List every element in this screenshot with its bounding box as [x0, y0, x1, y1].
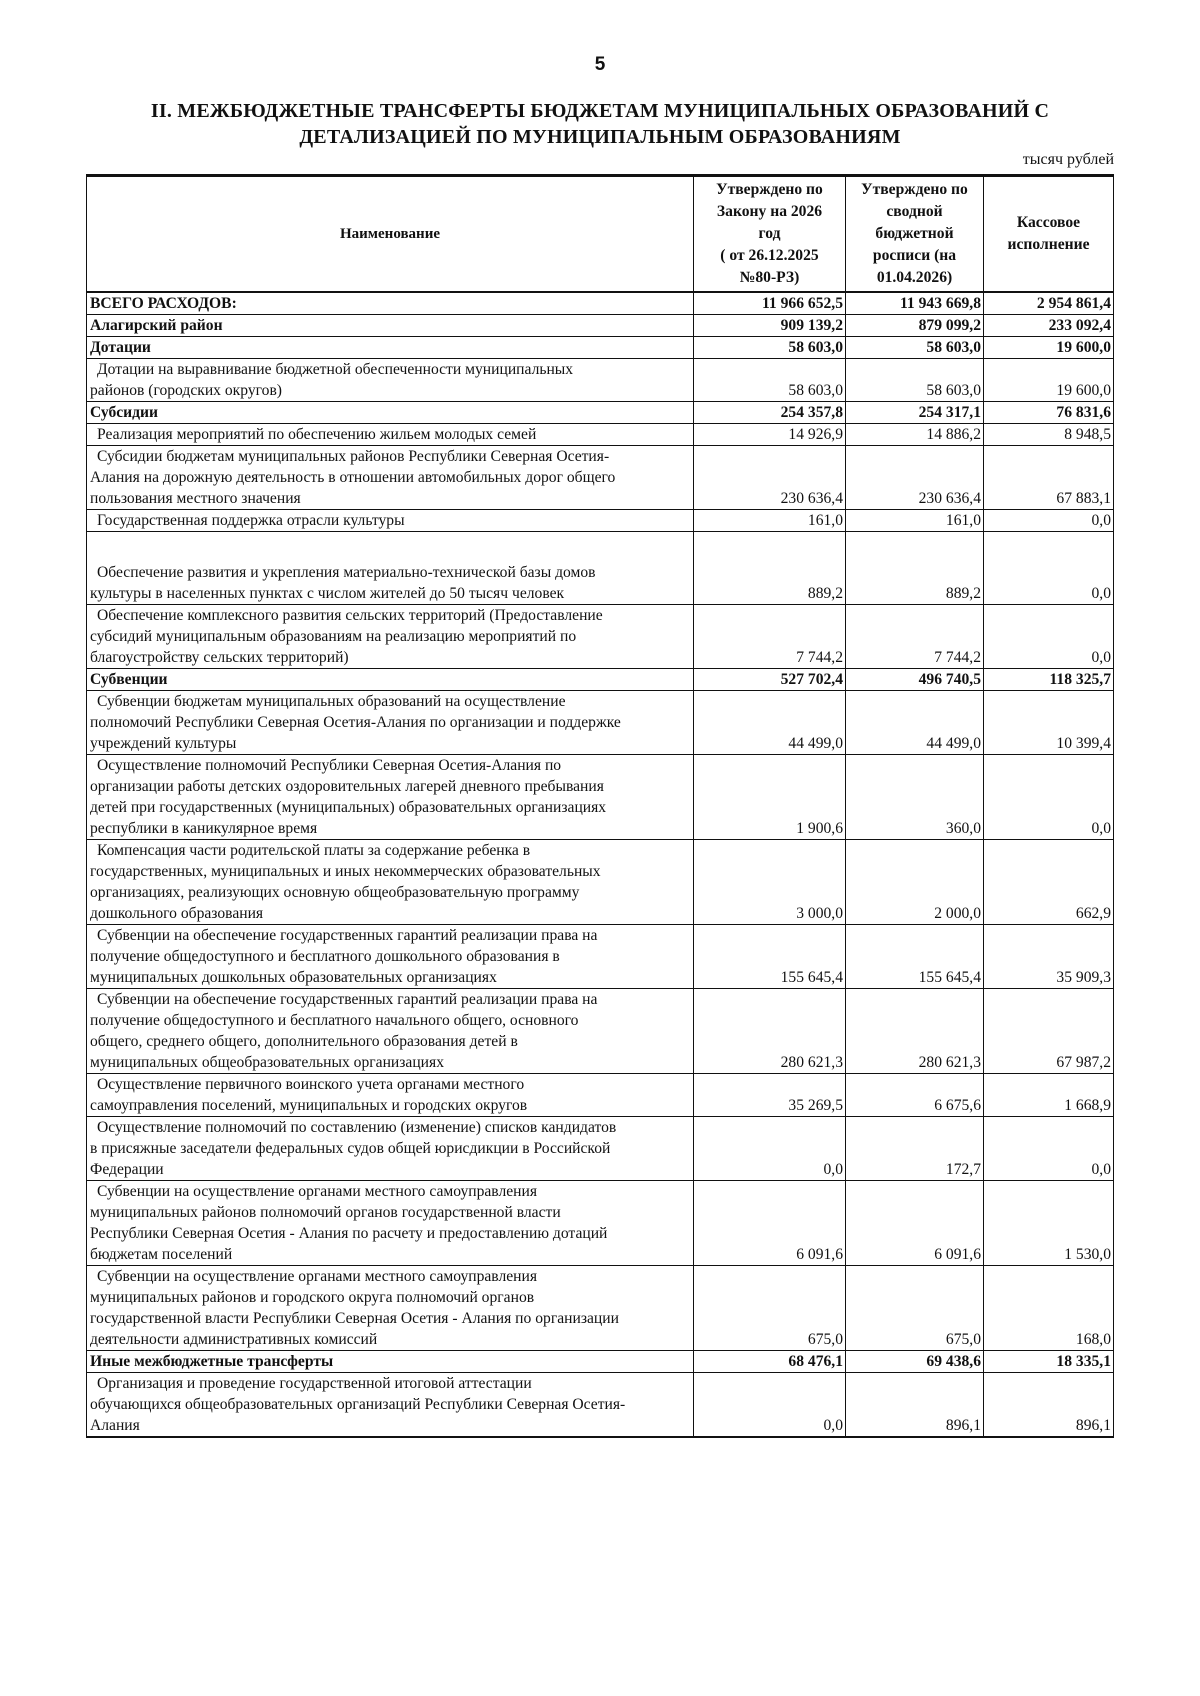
row-name	[87, 1373, 694, 1438]
row-name-line: самоуправления поселений, муниципальных и городских округов	[90, 1097, 528, 1114]
row-name	[87, 532, 694, 605]
row-name-line: Субвенции бюджетам муниципальных образований на осуществление	[97, 693, 566, 710]
row-value-cash: 896,1	[984, 1373, 1114, 1438]
row-value-law: 230 636,4	[694, 446, 846, 510]
table-row	[87, 532, 1114, 605]
row-name-line: республики в каникулярное время	[90, 820, 318, 837]
row-name	[87, 315, 694, 337]
row-value-cash: 0,0	[984, 510, 1114, 532]
row-value-cash: 35 909,3	[984, 925, 1114, 989]
row-name-line: государственной власти Республики Северная Осетия - Алания по организации	[90, 1310, 619, 1327]
row-value-consolidated: 11 943 669,8	[846, 292, 984, 315]
row-value-consolidated: 254 317,1	[846, 402, 984, 424]
row-value-consolidated: 44 499,0	[846, 691, 984, 755]
row-value-law: 68 476,1	[694, 1351, 846, 1373]
row-name-line: дошкольного образования	[90, 905, 264, 922]
row-value-cash: 2 954 861,4	[984, 292, 1114, 315]
row-value-cash: 118 325,7	[984, 669, 1114, 691]
row-value-law: 11 966 652,5	[694, 292, 846, 315]
row-name-line: Реализация мероприятий по обеспечению жильем молодых семей	[97, 426, 537, 443]
row-name-line: ВСЕГО РАСХОДОВ:	[90, 295, 237, 312]
row-value-consolidated: 58 603,0	[846, 359, 984, 402]
row-name-line: Субсидии бюджетам муниципальных районов Республики Северная Осетия-	[97, 448, 610, 465]
row-value-law: 675,0	[694, 1266, 846, 1351]
table-row	[87, 840, 1114, 925]
row-value-cash: 1 530,0	[984, 1181, 1114, 1266]
page-title	[100, 98, 1100, 150]
row-name-line: в присяжные заседатели федеральных судов общей юрисдикции в Российской	[90, 1140, 611, 1157]
row-name-line: Осуществление первичного воинского учета органами местного	[97, 1076, 525, 1093]
table-row	[87, 755, 1114, 840]
row-value-law: 58 603,0	[694, 337, 846, 359]
row-name-line: государственных, муниципальных и иных некоммерческих образовательных	[90, 863, 601, 880]
row-value-cash: 0,0	[984, 1117, 1114, 1181]
row-name-line: Алагирский район	[90, 317, 223, 334]
row-name-line: муниципальных дошкольных образовательных организациях	[90, 969, 497, 986]
row-name	[87, 1074, 694, 1117]
table-row	[87, 1074, 1114, 1117]
table-header-row	[87, 176, 1114, 293]
row-value-consolidated: 896,1	[846, 1373, 984, 1438]
row-name-line: Обеспечение развития и укрепления материально-технической базы домов	[97, 564, 596, 581]
row-name-line: полномочий Республики Северная Осетия-Алания по организации и поддержке	[90, 714, 621, 731]
table-row	[87, 1351, 1114, 1373]
row-value-consolidated: 14 886,2	[846, 424, 984, 446]
row-name	[87, 840, 694, 925]
row-value-law: 6 091,6	[694, 1181, 846, 1266]
row-name-line: муниципальных районов и городского округа полномочий органов	[90, 1289, 535, 1306]
row-value-consolidated: 155 645,4	[846, 925, 984, 989]
row-value-cash: 67 987,2	[984, 989, 1114, 1074]
table-row	[87, 292, 1114, 315]
row-value-cash: 8 948,5	[984, 424, 1114, 446]
row-value-law: 3 000,0	[694, 840, 846, 925]
row-name-line: Алания на дорожную деятельность в отношении автомобильных дорог общего	[90, 469, 616, 486]
row-value-consolidated: 161,0	[846, 510, 984, 532]
table-row	[87, 925, 1114, 989]
row-name-line: получение общедоступного и бесплатного начального общего, основного	[90, 1012, 579, 1029]
transfers-table	[86, 174, 1114, 1438]
table-row	[87, 337, 1114, 359]
row-name-line: получение общедоступного и бесплатного дошкольного образования в	[90, 948, 560, 965]
page-title-line-1: II. МЕЖБЮДЖЕТНЫЕ ТРАНСФЕРТЫ БЮДЖЕТАМ МУНИЦИПАЛЬНЫХ ОБРАЗОВАНИЙ С	[150, 100, 1050, 122]
row-name-line: Субвенции на осуществление органами местного самоуправления	[97, 1183, 538, 1200]
row-value-law: 909 139,2	[694, 315, 846, 337]
page-number: 5	[594, 54, 606, 75]
table-row	[87, 446, 1114, 510]
row-name-line: муниципальных районов полномочий органов государственной власти	[90, 1204, 561, 1221]
row-value-law: 0,0	[694, 1117, 846, 1181]
row-name-line: благоустройству сельских территорий)	[90, 649, 349, 666]
table-row	[87, 510, 1114, 532]
row-name-line: Субвенции на осуществление органами местного самоуправления	[97, 1268, 538, 1285]
table-row	[87, 315, 1114, 337]
row-name-line: учреждений культуры	[90, 735, 237, 752]
row-name-line: Дотации на выравнивание бюджетной обеспеченности муниципальных	[97, 361, 574, 378]
column-header-law: Утверждено по Закону на 2026 год ( от 26.12.2025 №80-РЗ)	[694, 176, 846, 293]
column-header-name: Наименование	[87, 176, 694, 293]
row-value-consolidated: 172,7	[846, 1117, 984, 1181]
row-name-line: бюджетам поселений	[90, 1246, 233, 1263]
row-value-cash: 10 399,4	[984, 691, 1114, 755]
row-name-line: культуры в населенных пунктах с числом жителей до 50 тысяч человек	[90, 585, 565, 602]
row-name-line: Федерации	[90, 1161, 164, 1178]
row-name	[87, 359, 694, 402]
row-name-line: Дотации	[90, 339, 151, 356]
row-name-line: детей при государственных (муниципальных) образовательных организациях	[90, 799, 607, 816]
row-value-cash: 0,0	[984, 605, 1114, 669]
row-value-law: 7 744,2	[694, 605, 846, 669]
row-name-line: Субвенции на обеспечение государственных гарантий реализации права на	[97, 927, 598, 944]
row-name	[87, 1266, 694, 1351]
row-name-line: Алания	[90, 1417, 140, 1434]
table-row	[87, 1373, 1114, 1438]
row-name-line: Осуществление полномочий по составлению (изменение) списков кандидатов	[97, 1119, 617, 1136]
row-value-cash: 67 883,1	[984, 446, 1114, 510]
row-name-line: Иные межбюджетные трансферты	[90, 1353, 334, 1370]
row-name-line: организации работы детских оздоровительных лагерей дневного пребывания	[90, 778, 604, 795]
row-value-law: 14 926,9	[694, 424, 846, 446]
row-value-cash: 76 831,6	[984, 402, 1114, 424]
table-row	[87, 424, 1114, 446]
row-name-line: Субвенции	[90, 671, 168, 688]
table-row	[87, 989, 1114, 1074]
row-name	[87, 446, 694, 510]
table-row	[87, 691, 1114, 755]
row-value-consolidated: 889,2	[846, 532, 984, 605]
row-value-consolidated: 496 740,5	[846, 669, 984, 691]
row-name	[87, 402, 694, 424]
row-value-consolidated: 58 603,0	[846, 337, 984, 359]
row-value-law: 889,2	[694, 532, 846, 605]
row-name	[87, 925, 694, 989]
row-value-law: 280 621,3	[694, 989, 846, 1074]
row-value-consolidated: 6 675,6	[846, 1074, 984, 1117]
row-name-line: Субсидии	[90, 404, 159, 421]
row-value-cash: 233 092,4	[984, 315, 1114, 337]
row-name-line: муниципальных общеобразовательных организациях	[90, 1054, 444, 1071]
row-value-consolidated: 879 099,2	[846, 315, 984, 337]
row-name	[87, 337, 694, 359]
table-body	[87, 292, 1114, 1437]
table-row	[87, 1117, 1114, 1181]
row-value-cash: 1 668,9	[984, 1074, 1114, 1117]
row-name-line: Государственная поддержка отрасли культуры	[97, 512, 405, 529]
row-name	[87, 424, 694, 446]
row-name-line: обучающихся общеобразовательных организаций Республики Северная Осетия-	[90, 1396, 626, 1413]
row-value-law: 35 269,5	[694, 1074, 846, 1117]
row-value-cash: 0,0	[984, 532, 1114, 605]
row-value-consolidated: 69 438,6	[846, 1351, 984, 1373]
row-name	[87, 1351, 694, 1373]
row-value-consolidated: 2 000,0	[846, 840, 984, 925]
row-value-law: 527 702,4	[694, 669, 846, 691]
row-value-law: 44 499,0	[694, 691, 846, 755]
row-name	[87, 1181, 694, 1266]
row-name-line: районов (городских округов)	[90, 382, 282, 399]
row-value-consolidated: 280 621,3	[846, 989, 984, 1074]
row-value-law: 58 603,0	[694, 359, 846, 402]
row-value-law: 161,0	[694, 510, 846, 532]
row-value-cash: 0,0	[984, 755, 1114, 840]
table-row	[87, 605, 1114, 669]
row-name-line: организациях, реализующих основную общеобразовательную программу	[90, 884, 580, 901]
row-name	[87, 691, 694, 755]
row-value-cash: 662,9	[984, 840, 1114, 925]
row-value-consolidated: 675,0	[846, 1266, 984, 1351]
table-row	[87, 1181, 1114, 1266]
row-value-cash: 19 600,0	[984, 359, 1114, 402]
table-row	[87, 359, 1114, 402]
row-name	[87, 510, 694, 532]
table-row	[87, 402, 1114, 424]
row-name-line: Обеспечение комплексного развития сельских территорий (Предоставление	[97, 607, 603, 624]
row-value-cash: 18 335,1	[984, 1351, 1114, 1373]
row-name	[87, 669, 694, 691]
row-name	[87, 989, 694, 1074]
units-label: тысяч рублей	[1022, 151, 1114, 168]
row-name-line: субсидий муниципальным образованиям на реализацию мероприятий по	[90, 628, 577, 645]
row-value-consolidated: 7 744,2	[846, 605, 984, 669]
row-name-line: пользования местного значения	[90, 490, 301, 507]
row-name-line: деятельности административных комиссий	[90, 1331, 378, 1348]
row-name-line: Осуществление полномочий Республики Северная Осетия-Алания по	[97, 757, 562, 774]
row-value-law: 155 645,4	[694, 925, 846, 989]
row-name	[87, 755, 694, 840]
row-name	[87, 1117, 694, 1181]
row-name	[87, 292, 694, 315]
table-row	[87, 669, 1114, 691]
row-name-line: Компенсация части родительской платы за содержание ребенка в	[97, 842, 531, 859]
column-header-cash: Кассовое исполнение	[984, 176, 1114, 293]
row-value-consolidated: 230 636,4	[846, 446, 984, 510]
row-value-law: 1 900,6	[694, 755, 846, 840]
table-row	[87, 1266, 1114, 1351]
row-name-line: общего, среднего общего, дополнительного образования детей в	[90, 1033, 518, 1050]
column-header-consolidated: Утверждено по сводной бюджетной росписи (на 01.04.2026)	[846, 176, 984, 293]
row-name-line: Организация и проведение государственной итоговой аттестации	[97, 1375, 532, 1392]
row-value-law: 254 357,8	[694, 402, 846, 424]
row-value-cash: 19 600,0	[984, 337, 1114, 359]
page-title-line-2: ДЕТАЛИЗАЦИЕЙ ПО МУНИЦИПАЛЬНЫМ ОБРАЗОВАНИЯМ	[299, 126, 901, 148]
row-name	[87, 605, 694, 669]
row-value-consolidated: 6 091,6	[846, 1181, 984, 1266]
row-name-line: Субвенции на обеспечение государственных гарантий реализации права на	[97, 991, 598, 1008]
row-name-line: Республики Северная Осетия - Алания по расчету и предоставлению дотаций	[90, 1225, 608, 1242]
row-value-cash: 168,0	[984, 1266, 1114, 1351]
row-value-law: 0,0	[694, 1373, 846, 1438]
row-value-consolidated: 360,0	[846, 755, 984, 840]
